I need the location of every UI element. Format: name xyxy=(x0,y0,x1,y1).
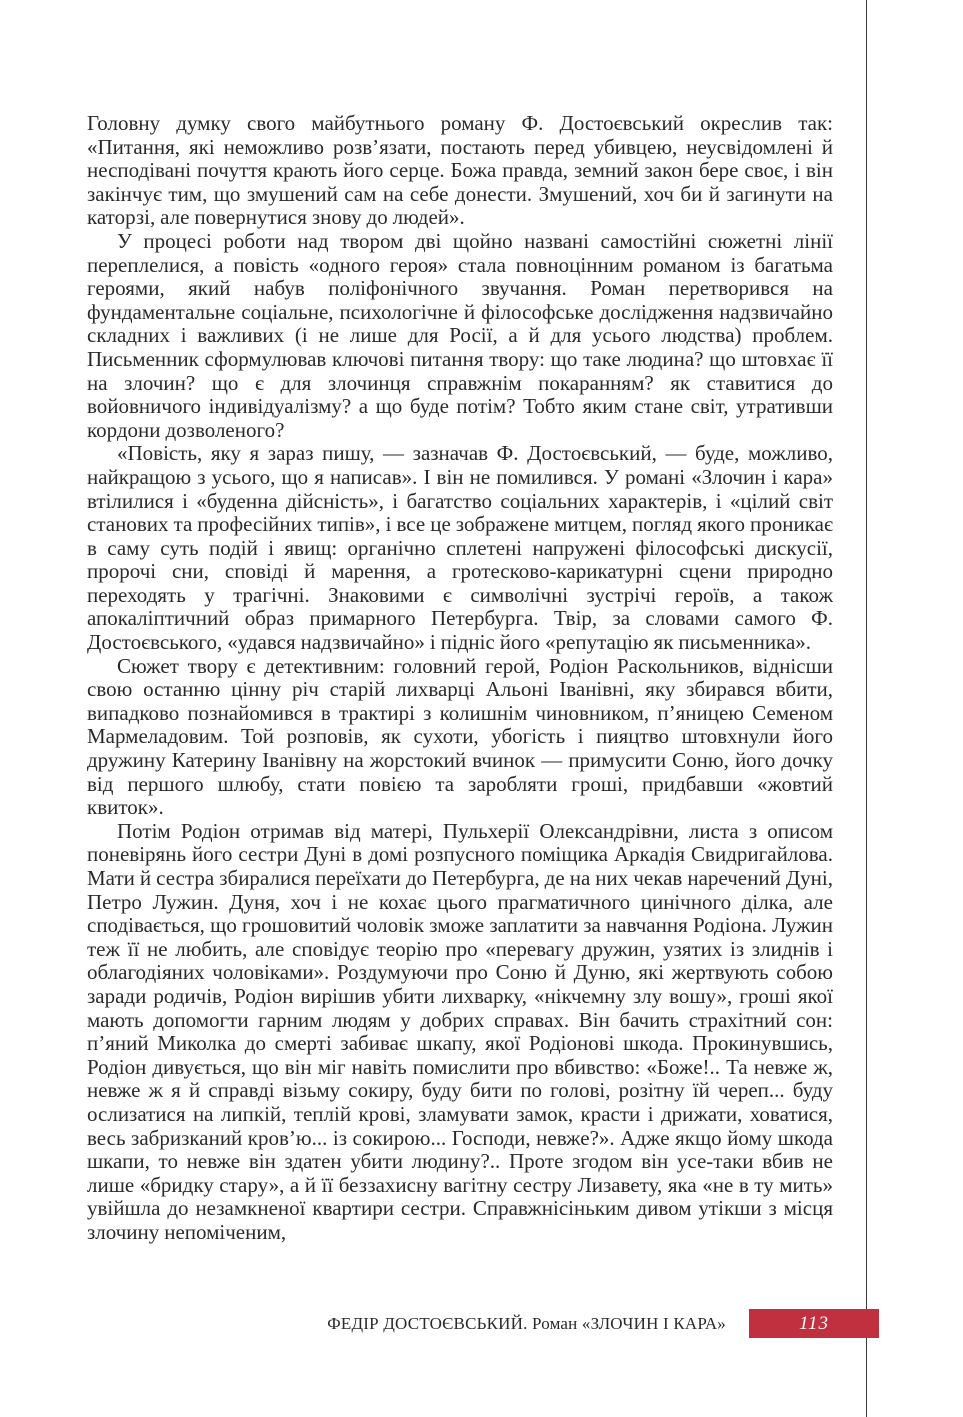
paragraph-5: Потім Родіон отримав від матері, Пульхерії Олександрівни, листа з описом поневірянь його сестри Дуні в домі розпусного поміщика Аркадія Свидригайлова. Мати й сестра збиралися переїхати до Петербурга, де на них чекав наречений Дуні, Петро Лужин. Дуня, хоч і не кохає цього прагматичного цинічного ділка, але сподівається, що грошовитий чоловік зможе заплатити за навчання Родіона. Лужин теж її не любить, але сповідує теорію про «перевагу дружин, узятих із злиднів і облагодіяних чоловіками». Роздумуючи про Соню й Дуню, які жертвують собою заради родичів, Родіон вирішив убити лихварку, «нікчемну злу вошу», гроші якої мають допомогти гарним людям у добрих справах. Він бачить страхітний сон: п’яний Миколка до смерті забиває шкапу, якої Родіонові шкода. Прокинувшись, Родіон дивується, що він міг навіть помислити про вбивство: «Боже!.. Та невже ж, невже ж я й справді візьму сокиру, буду бити по голові, розітну їй череп... буду ослизатися на липкій, теплій крові, зламувати замок, красти і дрижати, ховатися, весь забризканий кров’ю... із сокирою... Господи, невже?». Адже якщо йому шкода шкапи, то невже він здатен убити людину?.. Проте згодом він усе-таки вбив не лише «бридку стару», а й її беззахисну вагітну сестру Лизавету, яка «не в ту мить» увійшла до незамкненої квартири сестри. Справжнісіньким дивом утікши з місця злочину непоміченим, xyxy=(87,818,833,1244)
page-number: 113 xyxy=(798,1312,830,1334)
paragraph-3: «Повість, яку я зараз пишу, — зазначав Ф. Достоєвський, — буде, можливо, найкращою з усього, що я написав». І він не помилився. У романі «Злочин і кара» втілилися і «буденна дійсність», і багатство соціальних характерів, і «цілий світ станових та професійних типів», і все це зображене митцем, погляд якого проникає в саму суть подій і явищ: органічно сплетені напружені філософські дискусії, пророчі сни, сповіді й марення, а гротесково-карикатурні сцени природно переходять у трагічні. Знаковими є символічні зустрічі героїв, а також апокаліптичний образ примарного Петербурга. Твір, за словами самого Ф. Достоєвського, «удався надзвичайно» і підніс його «репутацію як письменника». xyxy=(87,441,833,655)
running-footer-title: ФЕДІР ДОСТОЄВСЬКИЙ. Роман «ЗЛОЧИН І КАРА» xyxy=(327,1314,726,1333)
paragraph-4: Сюжет твору є детективним: головний герой, Родіон Раскольников, віднісши свою останню цінну річ старій лихварці Альоні Іванівні, яку збирався вбити, випадково познайомився в трактирі з колишнім чиновником, п’яницею Семеном Мармеладовим. Той розповів, як сухоти, убогість і пияцтво штовхнули його дружину Катерину Іванівну на жорстокий вчинок — примусити Соню, його дочку від першого шлюбу, стати повією та заробляти гроші, придбавши «жовтий квиток». xyxy=(87,653,833,820)
page-number-badge xyxy=(749,1309,879,1338)
page-margin-rule xyxy=(866,0,867,1417)
main-text xyxy=(87,112,833,1245)
paragraph-2: У процесі роботи над твором дві щойно названі самостійні сюжетні лінії переплелися, а повість «одного героя» стала повноцінним романом із багатьма героями, який набув поліфонічного звучання. Роман перетворився на фундаментальне соціальне, психологічне й філософське дослідження надзвичайно складних і важливих (і не лише для Росії, а й для усього людства) проблем. Письменник сформулював ключові питання твору: що таке людина? що штовхає її на злочин? що є для злочинця справжнім покаранням? як ставитися до войовничого індивідуалізму? а що буде потім? Тобто яким стане світ, утративши кордони дозволеного? xyxy=(87,228,833,442)
paragraph-1: Головну думку свого майбутнього роману Ф. Достоєвський окреслив так: «Питання, які неможливо розв’язати, постають перед убивцею, неусвідомлені й несподівані почуття крають його серце. Божа правда, земний закон бере своє, і він закінчує тим, що змушений сам на себе донести. Змушений, хоч би й загинути на каторзі, але повернутися знову до людей». xyxy=(87,111,833,230)
